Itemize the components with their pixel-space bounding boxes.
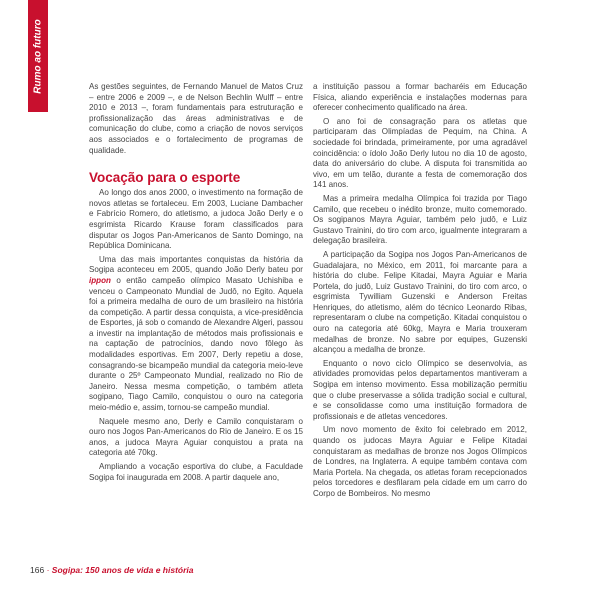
paragraph: Mas a primeira medalha Olímpica foi trazida por Tiago Camilo, que recebeu o inédito bronze, muito comemorado. Os sogipanos Mayra Aguiar, também pelo judô, e Luiz Gustavo Trainini, do tiro com arco, igualmente integraram a delegação brasileira.	[313, 193, 527, 246]
paragraph-text: Uma das mais importantes conquistas da história da Sogipa aconteceu em 2005, quando João Derly bateu por	[89, 254, 303, 275]
paragraph: a instituição passou a formar bacharéis em Educação Física, aliando experiência e instalações modernas para oferecer conhecimento qualificado na área.	[313, 82, 527, 113]
paragraph-text: o então campeão olímpico Masato Uchishiba e venceu o Campeonato Mundial de Judô, no Egito. Aquela foi a primeira medalha de ouro de um brasileiro na história da competição. A partir dessa conquista, a vice-presidência de Esportes, já sob o comando de Alexandre Algeri, passou a investir na implantação de métodos mais profissionais e na captação de patrocínios, dando novo fôlego às modalidades esportivas. Em 2007, Derly repetiu a dose, consagrando-se bicampeão mundial da categoria meio-leve durante o 25º Campeonato Mundial, realizado no Rio de Janeiro. Nessa mesma competição, o também atleta sogipano, Tiago Camilo, conquistou o ouro na categoria meio-médio e, assim, tornou-se campeão mundial.	[89, 275, 303, 413]
right-text-column	[313, 82, 527, 503]
paragraph	[89, 255, 303, 414]
paragraph: Um novo momento de êxito foi celebrado em 2012, quando os judocas Mayra Aguiar e Felipe Kitadai conquistaram as medalhas de bronze nos Jogos Olímpicos de Londres, na Inglaterra. A equipe também contava com Maria Portela. Na chegada, os atletas foram recepcionados pelos torcedores e desfilaram pela cidade em um carro do Corpo de Bombeiros. No mesmo	[313, 425, 527, 498]
emphasis-term: ippon	[89, 275, 111, 285]
chapter-side-tab-label: Rumo ao futuro	[32, 18, 44, 94]
book-title: Sogipa: 150 anos de vida e história	[51, 565, 194, 575]
chapter-side-tab	[28, 0, 48, 112]
paragraph: A participação da Sogipa nos Jogos Pan-Americanos de Guadalajara, no México, em 2011, foi marcante para a história do clube. Felipe Kitadai, Mayra Aguiar e Maria Portela, do judô, Luiz Gustavo Trainini, do tiro com arco, o esgrimista Tywilliam Guzenski e Anderson Freitas Henriques, do atletismo, além do técnico Leonardo Ribas, representaram o clube na competição. Kitadai conquistou o ouro na categoria até 60kg, Mayra e Maria trouxeram medalhas de bronze. No sabre por equipes, Guzenski alcançou a medalha de bronze.	[313, 249, 527, 355]
section-title: Vocação para o esporte	[89, 170, 241, 186]
paragraph: Ao longo dos anos 2000, o investimento na formação de novos atletas se fortaleceu. Em 2003, Luciane Dambacher e Fabrício Romero, do atletismo, a judoca João Derly e o esgrimista Ricardo Krause foram classificados para disputar os Jogos Pan-Americanos de Santo Domingo, na República Dominicana.	[89, 188, 303, 251]
page-footer	[30, 565, 194, 575]
paragraph: O ano foi de consagração para os atletas que participaram das Olimpíadas de Pequim, na China. A sociedade foi brindada, primeiramente, por uma agradável coincidência: o ídolo João Derly lutou no dia 10 de agosto, data do aniversário do clube. A disputa foi transmitida ao vivo, em um telão, durante a festa de comemoração dos 141 anos.	[313, 116, 527, 190]
left-text-column	[89, 82, 303, 486]
footer-separator: ·	[46, 565, 50, 575]
intro-paragraph: As gestões seguintes, de Fernando Manuel de Matos Cruz – entre 2006 e 2009 –, e de Nelson Bechlin Wulff – entre 2010 e 2013 –, foram fundamentais para estruturação e profissionalização das áreas administrativas e de comunicação do clube, como a criação de novos serviços aos associados e o fortalecimento de programas de qualidade.	[89, 82, 303, 155]
paragraph: Naquele mesmo ano, Derly e Camilo conquistaram o ouro nos Jogos Pan-Americanos do Rio de Janeiro. E os 15 anos, a judoca Mayra Aguiar conquistou a prata na categoria até 70kg.	[89, 416, 303, 458]
paragraph: Enquanto o novo ciclo Olímpico se desenvolvia, as atividades promovidas pelos departamentos mantiveram a Sogipa em intenso movimento. Essa mobilização permitiu que o clube preservasse a sólida tradição social e cultural, e se consolidasse como uma instituição formadora de profissionais e de atletas vencedores.	[313, 358, 527, 421]
paragraph: Ampliando a vocação esportiva do clube, a Faculdade Sogipa foi inaugurada em 2008. A partir daquele ano,	[89, 462, 303, 482]
page-number: 166	[30, 565, 45, 575]
